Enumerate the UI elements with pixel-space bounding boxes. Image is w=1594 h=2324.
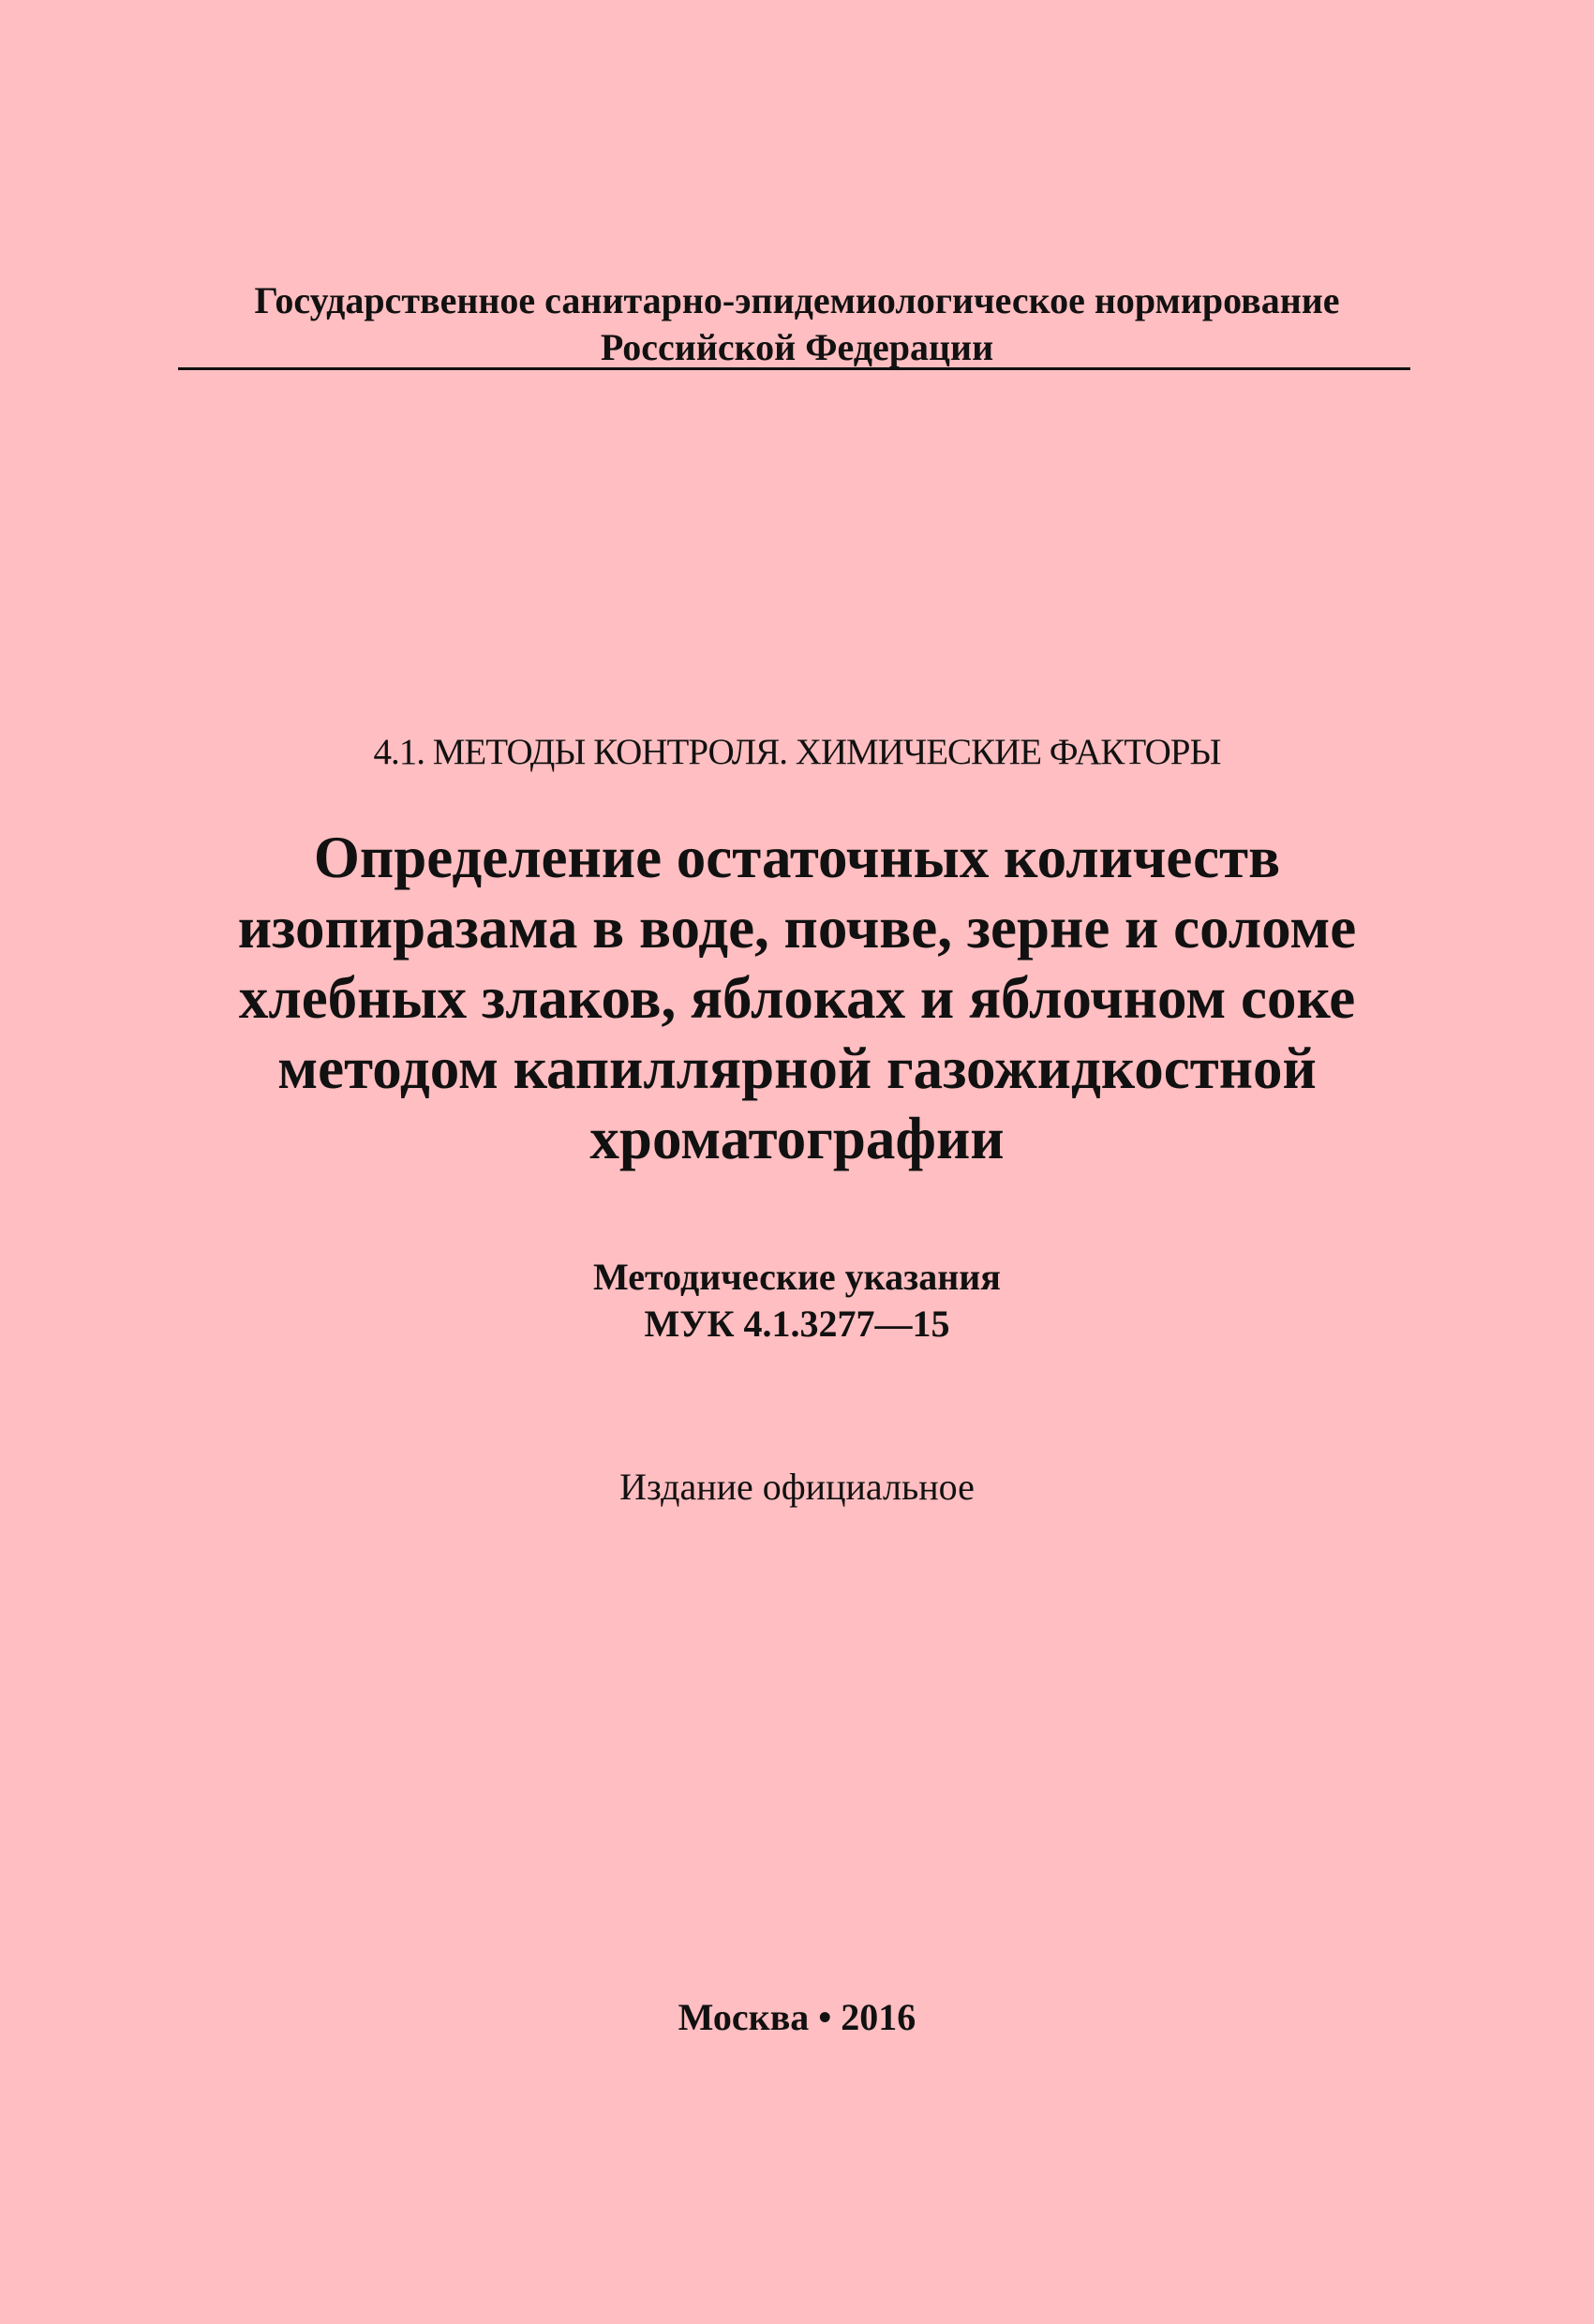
document-code: МУК 4.1.3277—15 [644, 1303, 950, 1345]
document-subtitle [0, 1254, 1594, 1348]
document-header [0, 277, 1594, 371]
header-line-1: Государственное санитарно-эпидемиологическое нормирование [254, 279, 1340, 321]
header-divider [178, 367, 1410, 370]
header-line-2: Российской Федерации [600, 326, 994, 368]
title-line-5: хроматографии [589, 1106, 1005, 1171]
title-line-4: методом капиллярной газожидкостной [277, 1035, 1317, 1101]
edition-note: Издание официальное [619, 1466, 975, 1508]
document-title [0, 823, 1594, 1174]
document-type: Методические указания [593, 1256, 1001, 1298]
title-line-1: Определение остаточных количеств [313, 825, 1281, 890]
title-line-2: изопиразама в воде, почве, зерне и соломе [237, 895, 1357, 961]
publication-imprint: Москва • 2016 [678, 1996, 916, 2038]
section-heading: 4.1. МЕТОДЫ КОНТРОЛЯ. ХИМИЧЕСКИЕ ФАКТОРЫ [373, 732, 1221, 772]
title-line-3: хлебных злаков, яблоках и яблочном соке [238, 965, 1356, 1031]
